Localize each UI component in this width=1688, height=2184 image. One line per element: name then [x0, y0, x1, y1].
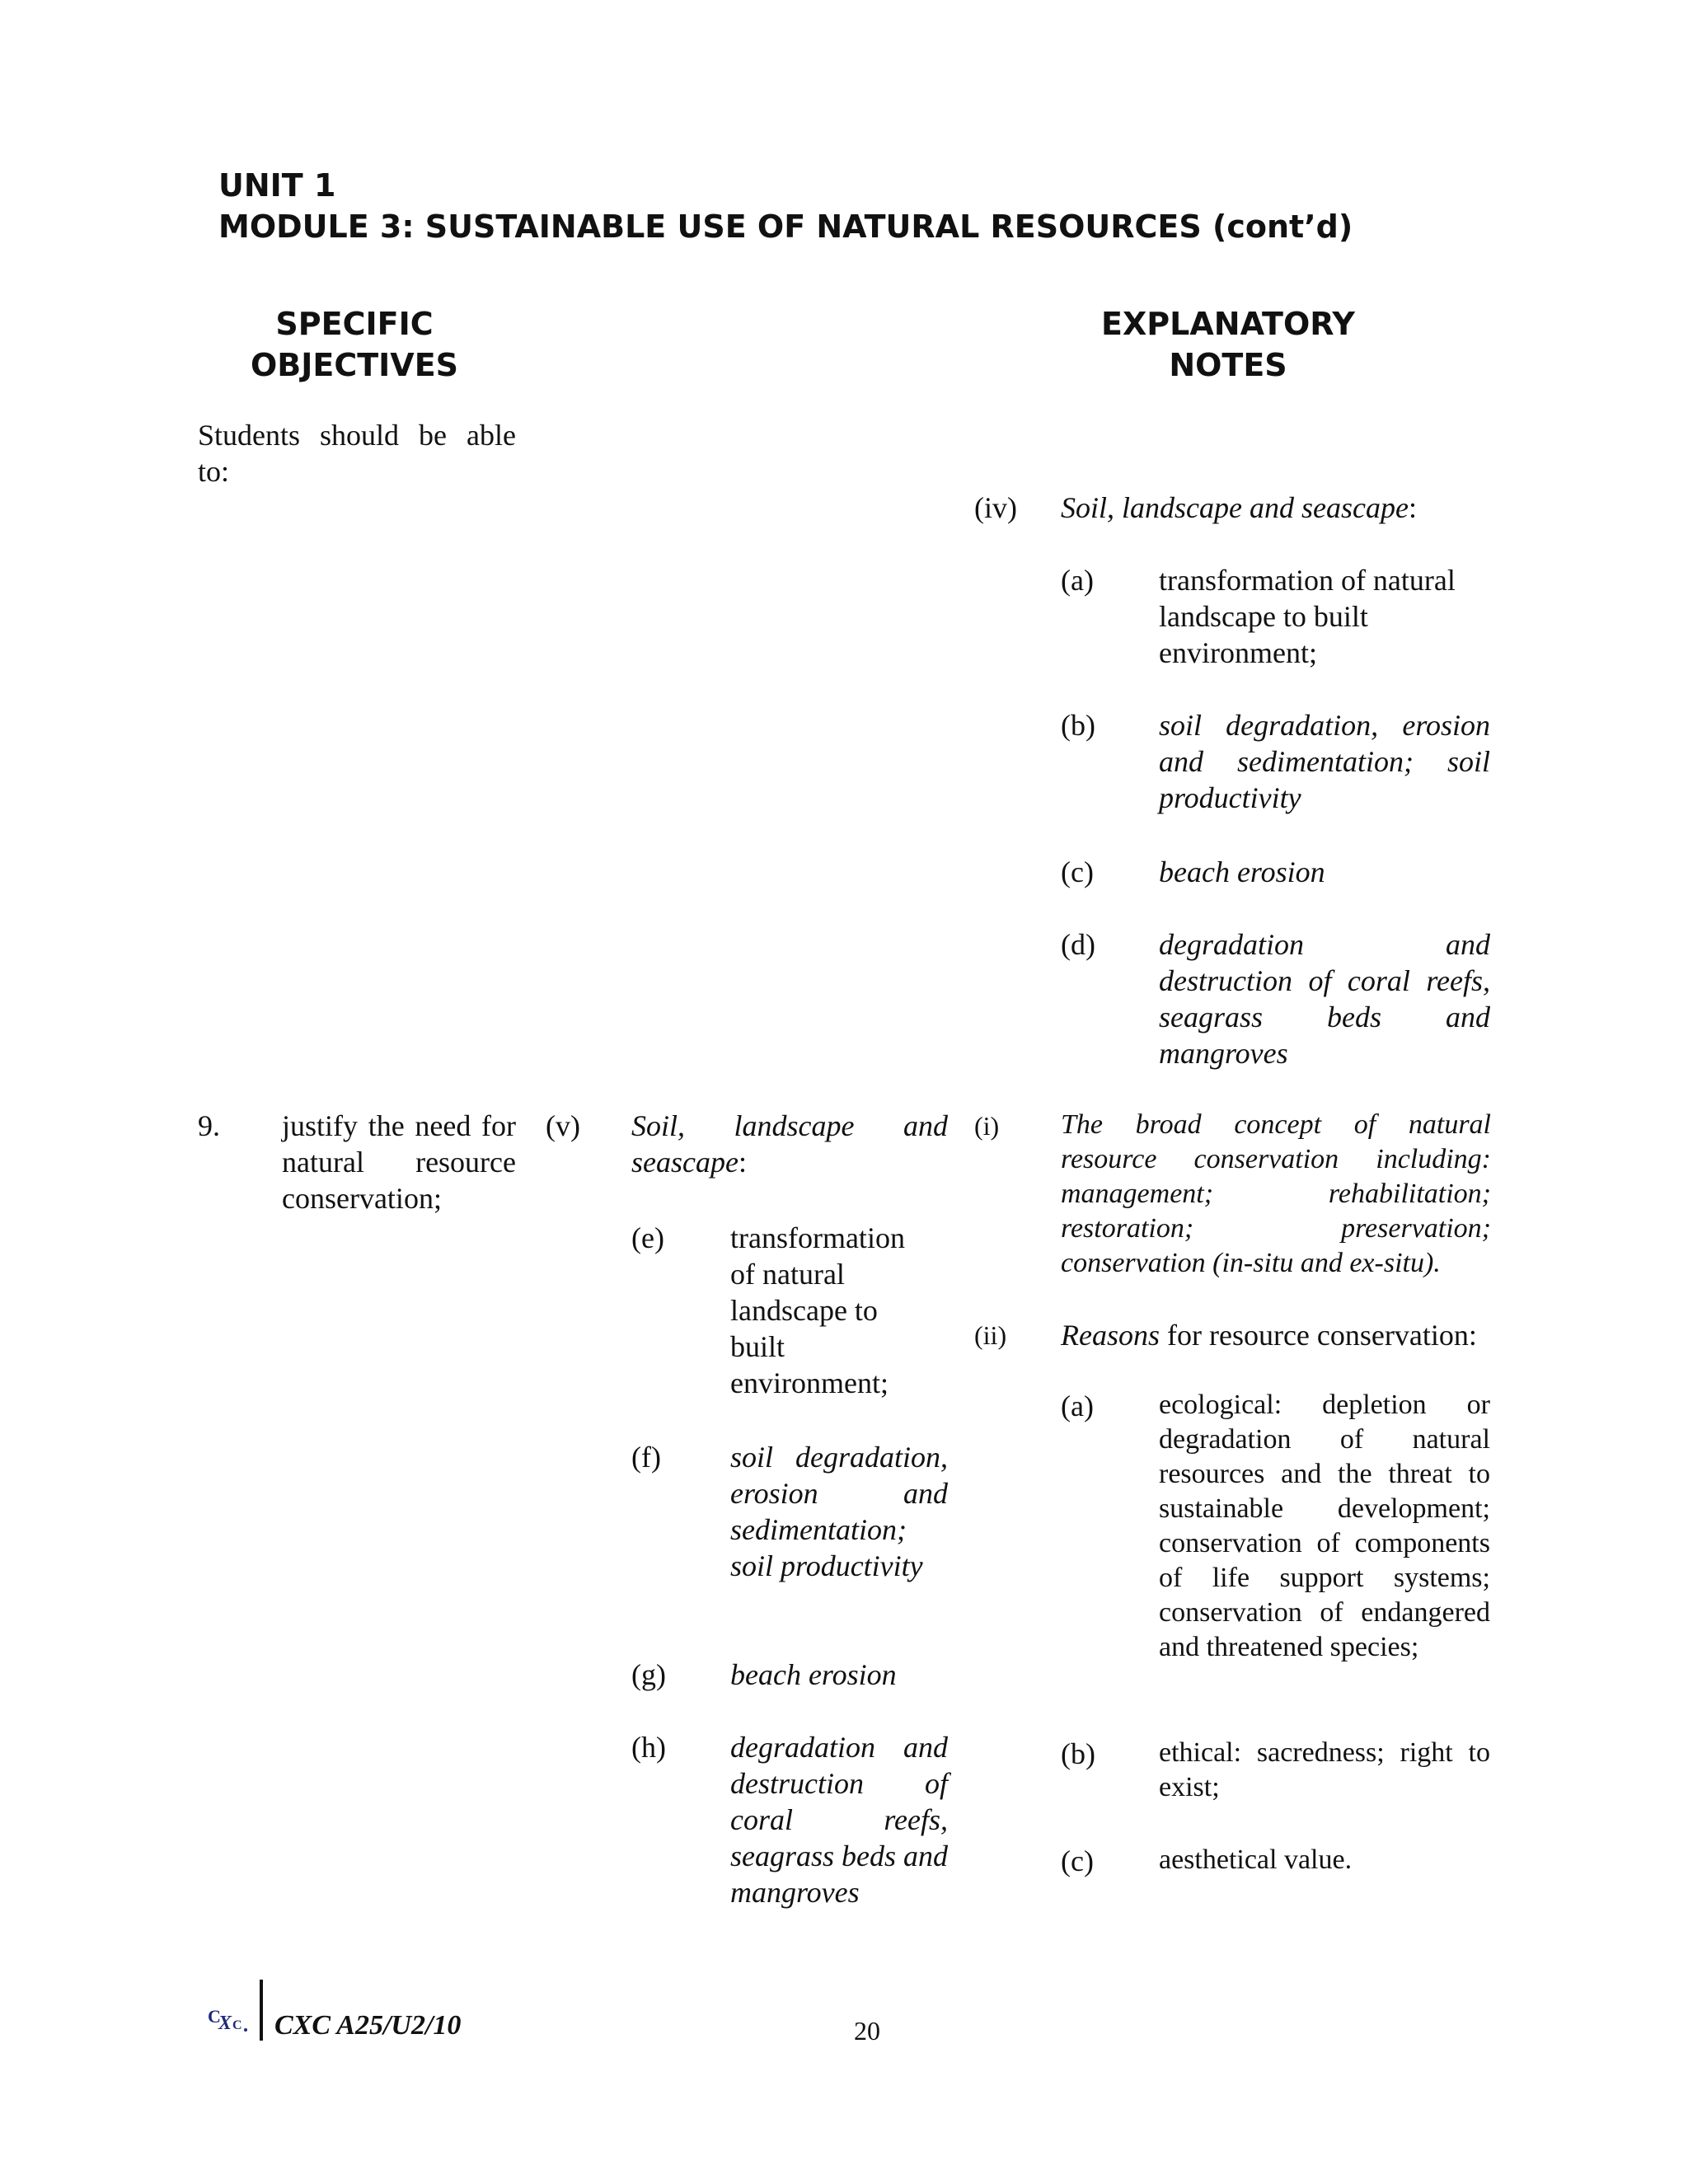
note-ii-a-marker: (a) — [1061, 1390, 1094, 1422]
document-code: CXC A25/U2/10 — [274, 2010, 462, 2041]
note-iv-title — [1061, 490, 1489, 526]
intro-text: Students should be able to: — [198, 419, 516, 488]
note-iv-a-marker: (a) — [1061, 564, 1094, 597]
note-iv-marker: (iv) — [974, 491, 1017, 524]
middle-h-marker: (h) — [631, 1731, 666, 1764]
cxc-logo — [204, 1996, 254, 2036]
note-iv-b-text: soil degradation, erosion and sedimentation; soil productivity — [1159, 709, 1490, 814]
note-ii-b-text: ethical: sacredness; right to exist; — [1159, 1737, 1490, 1802]
middle-g-marker: (g) — [631, 1658, 666, 1691]
specific-objectives-heading — [198, 303, 511, 386]
note-ii-lead: Reasons — [1061, 1319, 1160, 1352]
svg-text:C: C — [208, 2006, 221, 2027]
middle-v-title-colon: : — [738, 1146, 747, 1179]
module-title: MODULE 3: SUSTAINABLE USE OF NATURAL RESOURCES (cont’d) — [218, 209, 1353, 245]
note-i-text: The broad concept of natural resource conservation including: management; rehabilitation; restoration; preservation; conservation (in-situ and ex-situ). — [1061, 1109, 1491, 1278]
middle-e-text: transformation of natural landscape to built environment; — [730, 1221, 905, 1399]
explanatory-notes-heading: EXPLANATORY NOTES — [1101, 306, 1355, 383]
page-number: 20 — [854, 2016, 880, 2046]
note-iv-d-marker: (d) — [1061, 928, 1095, 961]
svg-text:X: X — [218, 2013, 232, 2034]
note-ii-title — [1061, 1317, 1506, 1353]
svg-text:C: C — [232, 2018, 242, 2032]
note-i-marker: (i) — [974, 1111, 1000, 1141]
note-iv-c-marker: (c) — [1061, 855, 1094, 888]
heading-line-1: SPECIFIC — [275, 306, 434, 342]
note-iv-c-text: beach erosion — [1159, 855, 1325, 888]
middle-f-text: soil degradation, erosion and sedimentation; soil productivity — [730, 1441, 948, 1582]
middle-v-marker: (v) — [546, 1109, 580, 1142]
note-ii-c-text: aesthetical value. — [1159, 1844, 1353, 1875]
objective-text: justify the need for natural resource conservation; — [282, 1109, 516, 1215]
note-ii-a-text: ecological: depletion or degradation of natural resources and the threat to sustainable development; conservation of components of life support systems; conservation of endangered and threatened species; — [1159, 1390, 1490, 1662]
note-ii-marker: (ii) — [974, 1320, 1007, 1350]
note-ii-c-marker: (c) — [1061, 1844, 1094, 1877]
middle-v-title — [631, 1108, 948, 1180]
note-iv-d-text: degradation and destruction of coral reefs, seagrass beds and mangroves — [1159, 928, 1490, 1070]
note-iv-title-text: Soil, landscape and seascape — [1061, 491, 1409, 524]
unit-title: UNIT 1 — [218, 167, 336, 204]
objective-number: 9. — [198, 1109, 220, 1142]
footer-divider — [260, 1980, 263, 2041]
middle-h-text: degradation and destruction of coral reefs, seagrass beds and mangroves — [730, 1731, 949, 1909]
note-iv-a-text: transformation of natural landscape to built environment; — [1159, 564, 1456, 669]
note-ii-rest: for resource conservation: — [1160, 1319, 1477, 1352]
middle-v-title-text: Soil, landscape and seascape — [631, 1109, 948, 1179]
middle-f-marker: (f) — [631, 1441, 661, 1474]
note-iv-b-marker: (b) — [1061, 709, 1095, 742]
heading-line-2: OBJECTIVES — [250, 347, 459, 383]
cxc-logo-mark — [204, 1996, 254, 2036]
note-iv-title-colon: : — [1408, 491, 1417, 524]
note-ii-b-marker: (b) — [1061, 1737, 1095, 1770]
middle-e-marker: (e) — [631, 1221, 664, 1254]
middle-g-text: beach erosion — [730, 1658, 897, 1691]
